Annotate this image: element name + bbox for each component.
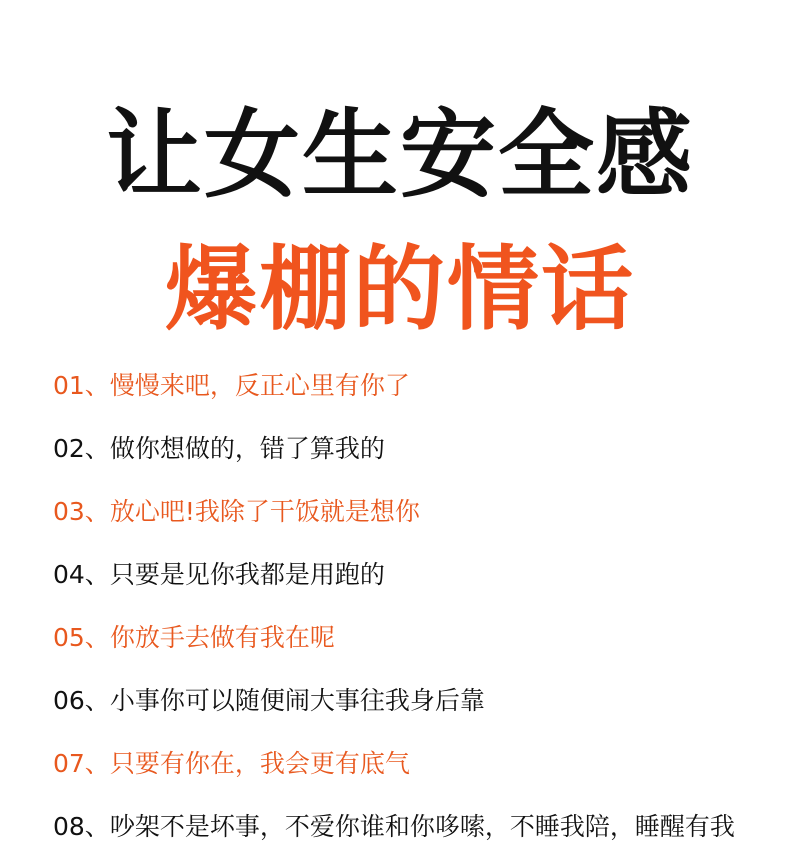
item-number: 05、 (53, 623, 110, 652)
item-number: 01、 (53, 371, 110, 400)
item-text: 你放手去做有我在呢 (109, 623, 335, 652)
item-number: 06、 (53, 686, 110, 715)
list-item-08 (53, 803, 753, 842)
item-text: 小事你可以随便闹大事往我身后靠 (109, 686, 485, 715)
item-text: 慢慢来吧，反正心里有你了 (109, 371, 410, 400)
item-number: 07、 (53, 749, 110, 778)
item-text: 只要有你在，我会更有底气 (109, 749, 410, 778)
list-item-02 (53, 425, 753, 488)
title-line-2: 爆棚的情话 (164, 236, 635, 343)
item-text: 放心吧!我除了干饭就是想你 (109, 497, 420, 526)
item-number: 08、 (53, 812, 110, 841)
item-text: 做你想做的，错了算我的 (109, 434, 385, 463)
item-number: 03、 (53, 497, 110, 526)
item-text: 只要是见你我都是用跑的 (109, 560, 385, 589)
title-line-1: 让女生安全感 (106, 99, 694, 211)
list-item-05 (53, 614, 753, 677)
item-number: 04、 (53, 560, 110, 589)
list-item-03 (53, 488, 753, 551)
list-item-06 (53, 677, 753, 740)
list-item-07 (53, 740, 753, 803)
item-number: 02、 (53, 434, 110, 463)
item-text: 吵架不是坏事，不爱你谁和你哆嗦，不睡我陪，睡醒有我 (109, 812, 735, 841)
list-item-04 (53, 551, 753, 614)
list-item-01 (53, 362, 753, 425)
quote-list (53, 362, 753, 842)
